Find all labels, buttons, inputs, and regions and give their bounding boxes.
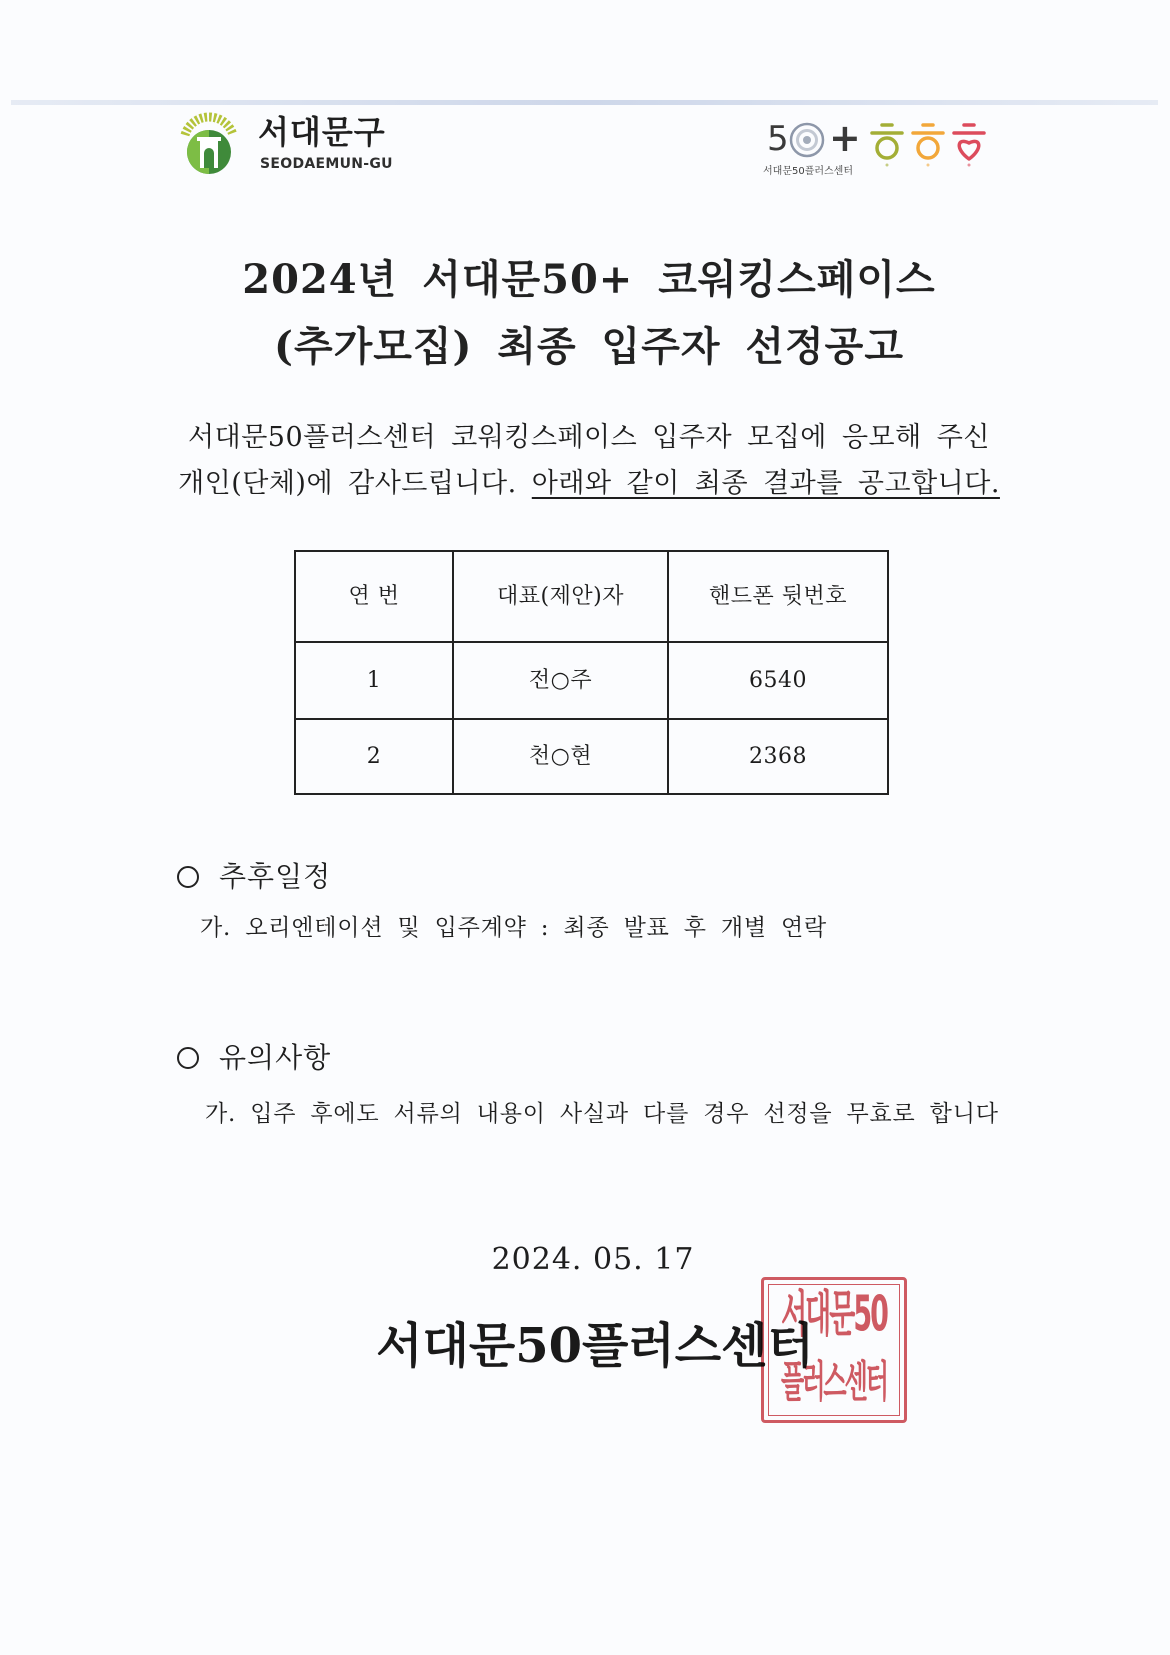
section-item-notice: 가. 입주 후에도 서류의 내용이 사실과 다를 경우 선정을 무효로 합니다 (205, 1101, 999, 1127)
intro-line-2 (8, 467, 1170, 501)
col-header-phone-suffix: 핸드폰 뒷번호 (668, 551, 888, 642)
intro-line-2-underlined: 아래와 같이 최종 결과를 공고합니다. (531, 468, 1000, 499)
seodaemun-gu-logo (173, 112, 393, 178)
cell-representative: 전○주 (453, 642, 668, 719)
logo-mark-suffix: + (829, 116, 861, 160)
seodaemun-gate-icon (173, 112, 245, 176)
seal-line-2 (764, 1350, 904, 1414)
cell-representative: 천○현 (453, 719, 668, 794)
logo-caption: 서대문50플러스센터 (763, 166, 854, 177)
concentric-circle-icon (789, 122, 825, 158)
page-title-line-2: (추가모집) 최종 입주자 선정공고 (274, 323, 904, 370)
logo-mark-prefix: 5 (767, 119, 789, 159)
hieut-circle-symbol-icon (909, 120, 947, 168)
hieut-circle-symbol-icon (868, 120, 906, 168)
page-title-line-1: 2024년 서대문50+ 코워킹스페이스 (242, 256, 936, 303)
seal-text-1: 서대문50 (781, 1287, 887, 1343)
section-heading-schedule: 추후일정 (219, 860, 332, 893)
cell-serial: 2 (295, 719, 453, 794)
org-name-ko: 서대문구 (258, 113, 386, 151)
cell-serial: 1 (295, 642, 453, 719)
hieut-heart-symbol-icon (950, 120, 988, 168)
intro-line-2-plain: 개인(단체)에 감사드립니다. (178, 468, 532, 499)
table-row (295, 642, 888, 719)
intro-line-1: 서대문50플러스센터 코워킹스페이스 입주자 모집에 응모해 주신 (188, 422, 990, 453)
official-seal-stamp (761, 1277, 907, 1423)
announcement-date: 2024. 05. 17 (491, 1242, 695, 1277)
cell-phone-suffix: 2368 (668, 719, 888, 794)
seal-text-2: 플러스센터 (781, 1356, 887, 1408)
cell-phone-suffix: 6540 (668, 642, 888, 719)
table-header-row (295, 551, 888, 642)
section-item-schedule: 가. 오리엔테이션 및 입주계약 : 최종 발표 후 개별 연락 (200, 915, 828, 941)
table-row (295, 719, 888, 794)
bullet-circle-icon (177, 866, 199, 888)
issuer-name: 서대문50플러스센터 (376, 1318, 814, 1374)
col-header-serial: 연 번 (295, 551, 453, 642)
scan-edge-line (11, 100, 1158, 105)
section-heading-notice: 유의사항 (219, 1041, 332, 1074)
seodaemun-50plus-logo (762, 118, 994, 180)
seal-line-1 (764, 1284, 904, 1348)
org-name-en: SEODAEMUN-GU (260, 156, 393, 172)
result-table (294, 550, 889, 795)
col-header-representative: 대표(제안)자 (453, 551, 668, 642)
bullet-circle-icon (177, 1047, 199, 1069)
